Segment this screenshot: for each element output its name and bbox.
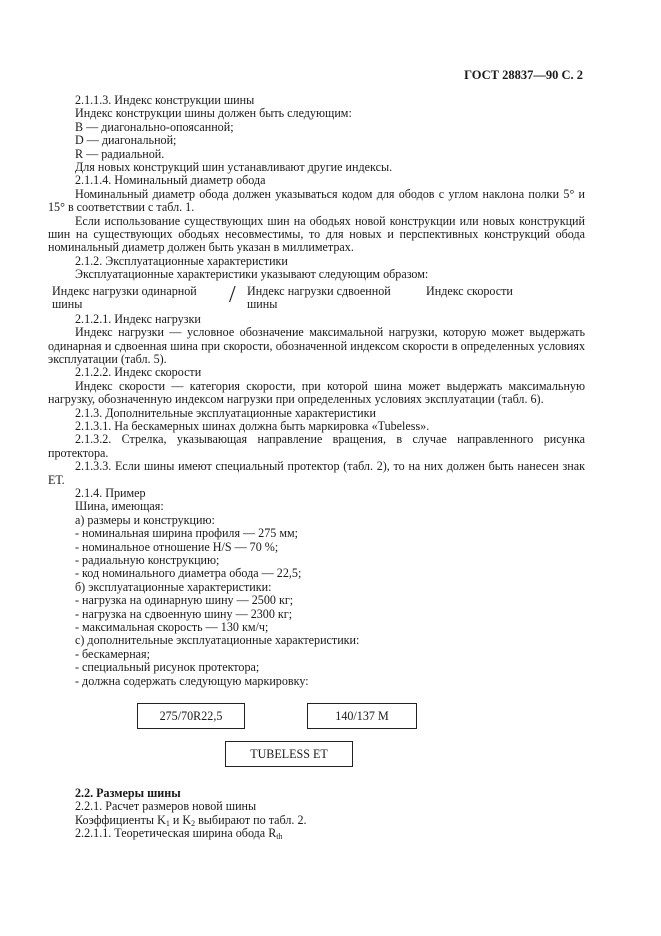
paragraph xyxy=(48,814,585,827)
list-item: - радиальную конструкцию; xyxy=(75,553,220,567)
scheme-single-load: Индекс нагрузки одинарной xyxy=(52,283,197,298)
list-item: В — диагонально-опоясанной; xyxy=(75,119,234,134)
marking-size-box: 275/70R22,5 xyxy=(137,703,245,729)
paragraph: 2.1.3.2. Стрелка, указывающая направление вращения, в случае направленного рисунка протектора. xyxy=(48,432,585,460)
paragraph: Для новых конструкций шин устанавливают другие индексы. xyxy=(75,160,393,175)
document-body xyxy=(48,94,585,841)
scheme-single-load-cont: шины xyxy=(52,296,83,311)
clause-heading: 2.1.2.2. Индекс скорости xyxy=(75,365,202,380)
paragraph: 2.1.3.1. На бескамерных шинах должна быть маркировка «Tubeless». xyxy=(75,418,430,433)
subscript: th xyxy=(276,832,283,842)
paragraph: Индекс нагрузки — условное обозначение максимальной нагрузки, которую может выдержать одинарная и сдвоенная шина при скорости, обозначенной индексом скорости в определенных условиях эксплуатации (табл. 5). xyxy=(48,325,585,366)
list-item: - нагрузка на сдвоенную шину — 2300 кг; xyxy=(75,606,293,621)
paragraph: Эксплуатационные характеристики указывают следующим образом: xyxy=(75,267,429,282)
clause-heading xyxy=(48,827,585,840)
text-run: 2.2.1.1. Теоретическая ширина обода R xyxy=(75,826,277,841)
scheme-slash: / xyxy=(229,281,236,308)
marking-extra-box: TUBELESS ET xyxy=(225,741,353,767)
list-item: с) дополнительные эксплуатационные характеристики: xyxy=(75,633,360,648)
marking-example xyxy=(48,693,585,771)
text-run: Коэффициенты K xyxy=(75,812,166,827)
list-item: - номинальная ширина профиля — 275 мм; xyxy=(75,526,298,541)
list-item: D — диагональной; xyxy=(75,133,177,148)
list-item: а) размеры и конструкцию: xyxy=(75,512,215,527)
clause-heading: 2.1.1.4. Номинальный диаметр обода xyxy=(75,173,266,188)
text-run: выбирают по табл. 2. xyxy=(195,812,307,827)
paragraph: Шина, имеющая: xyxy=(75,499,164,514)
paragraph: 2.1.3.3. Если шины имеют специальный протектор (табл. 2), то на них должен быть нанесен знак ЕТ. xyxy=(48,459,585,487)
characteristics-scheme xyxy=(48,283,585,313)
list-item: - специальный рисунок протектора; xyxy=(75,660,260,675)
list-item: - нагрузка на одинарную шину — 2500 кг; xyxy=(75,593,294,608)
section-title: 2.2. Размеры шины xyxy=(75,786,181,801)
list-item: - максимальная скорость — 130 км/ч; xyxy=(75,620,269,635)
document-header: ГОСТ 28837—90 С. 2 xyxy=(464,68,583,82)
subscript: 2 xyxy=(191,818,196,828)
list-item: R — радиальной. xyxy=(75,146,165,161)
scheme-dual-load: Индекс нагрузки сдвоенной xyxy=(247,283,391,298)
paragraph: Индекс скорости — категория скорости, при которой шина может выдержать максимальную нагрузку, обозначенную индексом нагрузки при определенных условиях эксплуатации (табл. 6). xyxy=(48,378,585,407)
clause-heading: 2.1.1.3. Индекс конструкции шины xyxy=(75,93,255,107)
list-item: - код номинального диаметра обода — 22,5; xyxy=(75,566,302,581)
list-item: - бескамерная; xyxy=(75,646,150,661)
list-item: - должна содержать следующую маркировку: xyxy=(75,673,309,688)
clause-heading: 2.1.4. Пример xyxy=(75,485,146,500)
clause-heading: 2.1.2. Эксплуатационные характеристики xyxy=(75,253,288,268)
scheme-dual-load-cont: шины xyxy=(247,296,278,311)
clause-heading: 2.2.1. Расчет размеров новой шины xyxy=(75,799,257,814)
paragraph: Если использование существующих шин на ободьях новой конструкции или новых конструкций шин на существующих ободьях несовместимы, то для новых и перспективных конструкций обода номинальный диаметр должен быть указан в миллиметрах. xyxy=(48,213,585,255)
list-item: б) эксплуатационные характеристики: xyxy=(75,579,272,594)
clause-heading: 2.1.3. Дополнительные эксплуатационные характеристики xyxy=(75,405,376,420)
list-item: - номинальное отношение H/S — 70 %; xyxy=(75,539,279,554)
subscript: 1 xyxy=(165,818,170,828)
paragraph: Номинальный диаметр обода должен указываться кодом для ободов с углом наклона полки 5° и 15° в соответствии с табл. 1. xyxy=(48,186,585,215)
clause-heading: 2.1.2.1. Индекс нагрузки xyxy=(75,311,201,326)
marking-load-speed-box: 140/137 М xyxy=(307,703,417,729)
text-run: и K xyxy=(169,812,192,827)
scheme-speed-index: Индекс скорости xyxy=(426,283,513,298)
paragraph: Индекс конструкции шины должен быть следующим: xyxy=(75,106,352,121)
